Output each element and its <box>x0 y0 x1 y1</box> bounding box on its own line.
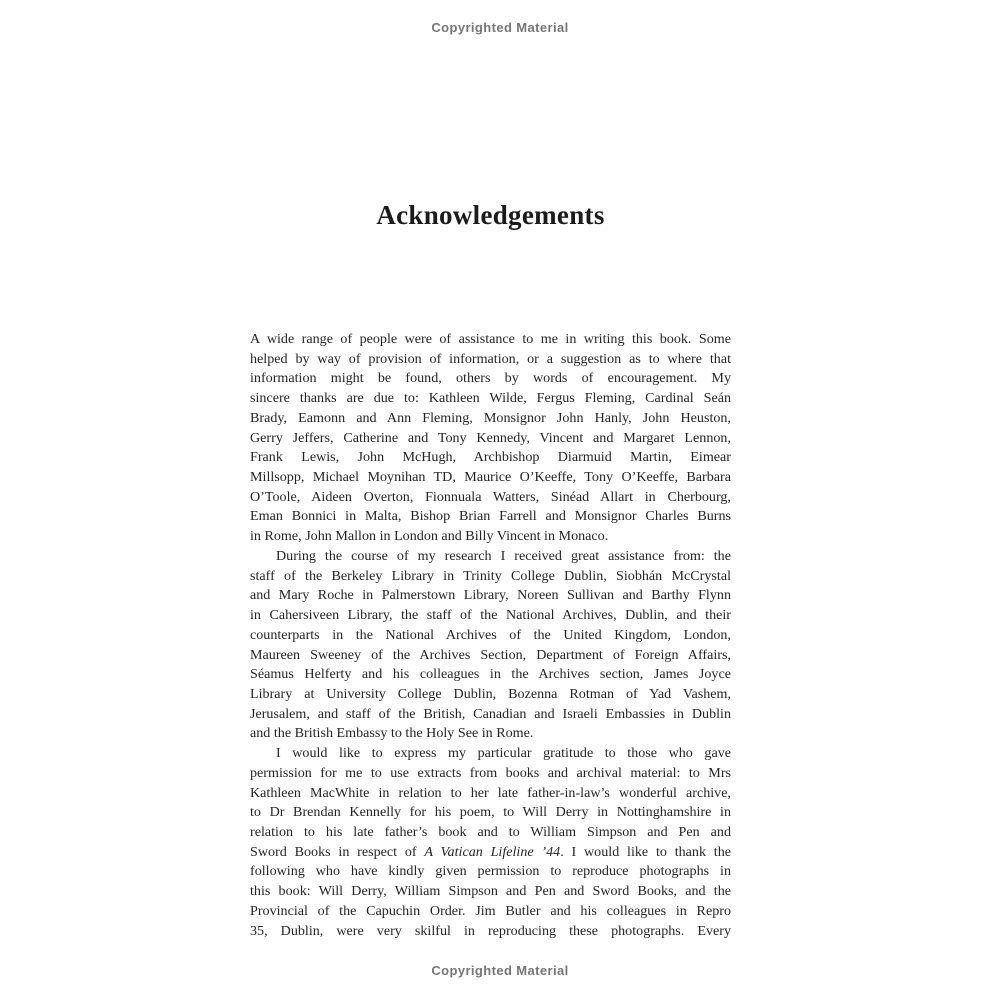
paragraph-3 <box>250 744 731 941</box>
text-line: sincere thanks are due to: Kathleen Wilde, Fergus Fleming, Cardinal Seán <box>250 390 731 407</box>
text-line: in Cahersiveen Library, the staff of the National Archives, Dublin, and their <box>250 607 731 624</box>
text-segment: . I would like to thank the <box>560 843 731 860</box>
text-segment: Sword Books in respect of <box>250 843 425 860</box>
text-line: helped by way of provision of information, or a suggestion as to where that <box>250 350 731 367</box>
text-line: Séamus Helferty and his colleagues in the Archives section, James Joyce <box>250 666 731 683</box>
text-line: Library at University College Dublin, Bozenna Rotman of Yad Vashem, <box>250 685 731 702</box>
text-line: I would like to express my particular gratitude to those who gave <box>276 745 731 762</box>
text-line: Gerry Jeffers, Catherine and Tony Kennedy, Vincent and Margaret Lennon, <box>250 429 731 446</box>
watermark-top: Copyrighted Material <box>431 20 569 35</box>
text-line: A wide range of people were of assistance to me in writing this book. Some <box>250 331 731 347</box>
text-line: O’Toole, Aideen Overton, Fionnuala Watters, Sinéad Allart in Cherbourg, <box>250 488 731 505</box>
text-line: and Mary Roche in Palmerstown Library, Noreen Sullivan and Barthy Flynn <box>250 587 731 604</box>
text-line: relation to his late father’s book and to William Simpson and Pen and <box>250 823 731 840</box>
text-line: information might be found, others by words of encouragement. My <box>250 370 731 387</box>
text-line: this book: Will Derry, William Simpson and Pen and Sword Books, and the <box>250 883 731 900</box>
watermark-bottom: Copyrighted Material <box>431 963 569 978</box>
text-line: Jerusalem, and staff of the British, Canadian and Israeli Embassies in Dublin <box>250 705 731 722</box>
text-line: permission for me to use extracts from books and archival material: to Mrs <box>250 764 731 781</box>
text-line: and the British Embassy to the Holy See in Rome. <box>250 725 534 742</box>
text-line: Eman Bonnici in Malta, Bishop Brian Farrell and Monsignor Charles Burns <box>250 508 731 525</box>
text-line: Maureen Sweeney of the Archives Section, Department of Foreign Affairs, <box>250 646 731 663</box>
text-line: to Dr Brendan Kennelly for his poem, to Will Derry in Nottinghamshire in <box>250 804 731 821</box>
text-line: in Rome, John Mallon in London and Billy Vincent in Monaco. <box>250 528 609 545</box>
book-title-italic: A Vatican Lifeline ’44 <box>424 843 561 860</box>
text-line: Kathleen MacWhite in relation to her late father-in-law’s wonderful archive, <box>250 784 731 801</box>
body-text <box>250 330 731 941</box>
text-line: 35, Dublin, were very skilful in reproducing these photographs. Every <box>250 922 731 939</box>
text-line-with-book-title <box>250 843 731 863</box>
text-line: Provincial of the Capuchin Order. Jim Butler and his colleagues in Repro <box>250 902 731 919</box>
text-line: Millsopp, Michael Moynihan TD, Maurice O’Keeffe, Tony O’Keeffe, Barbara <box>250 469 731 486</box>
text-line: During the course of my research I received great assistance from: the <box>276 547 731 564</box>
text-line: Brady, Eamonn and Ann Fleming, Monsignor John Hanly, John Heuston, <box>250 409 731 426</box>
text-line: counterparts in the National Archives of the United Kingdom, London, <box>250 626 731 643</box>
text-line: following who have kindly given permission to reproduce photographs in <box>250 863 731 880</box>
paragraph-2 <box>250 547 731 744</box>
page-title: Acknowledgements <box>376 200 605 230</box>
text-line: staff of the Berkeley Library in Trinity College Dublin, Siobhán McCrystal <box>250 567 731 584</box>
text-line: Frank Lewis, John McHugh, Archbishop Diarmuid Martin, Eimear <box>250 449 731 466</box>
paragraph-1 <box>250 330 731 547</box>
